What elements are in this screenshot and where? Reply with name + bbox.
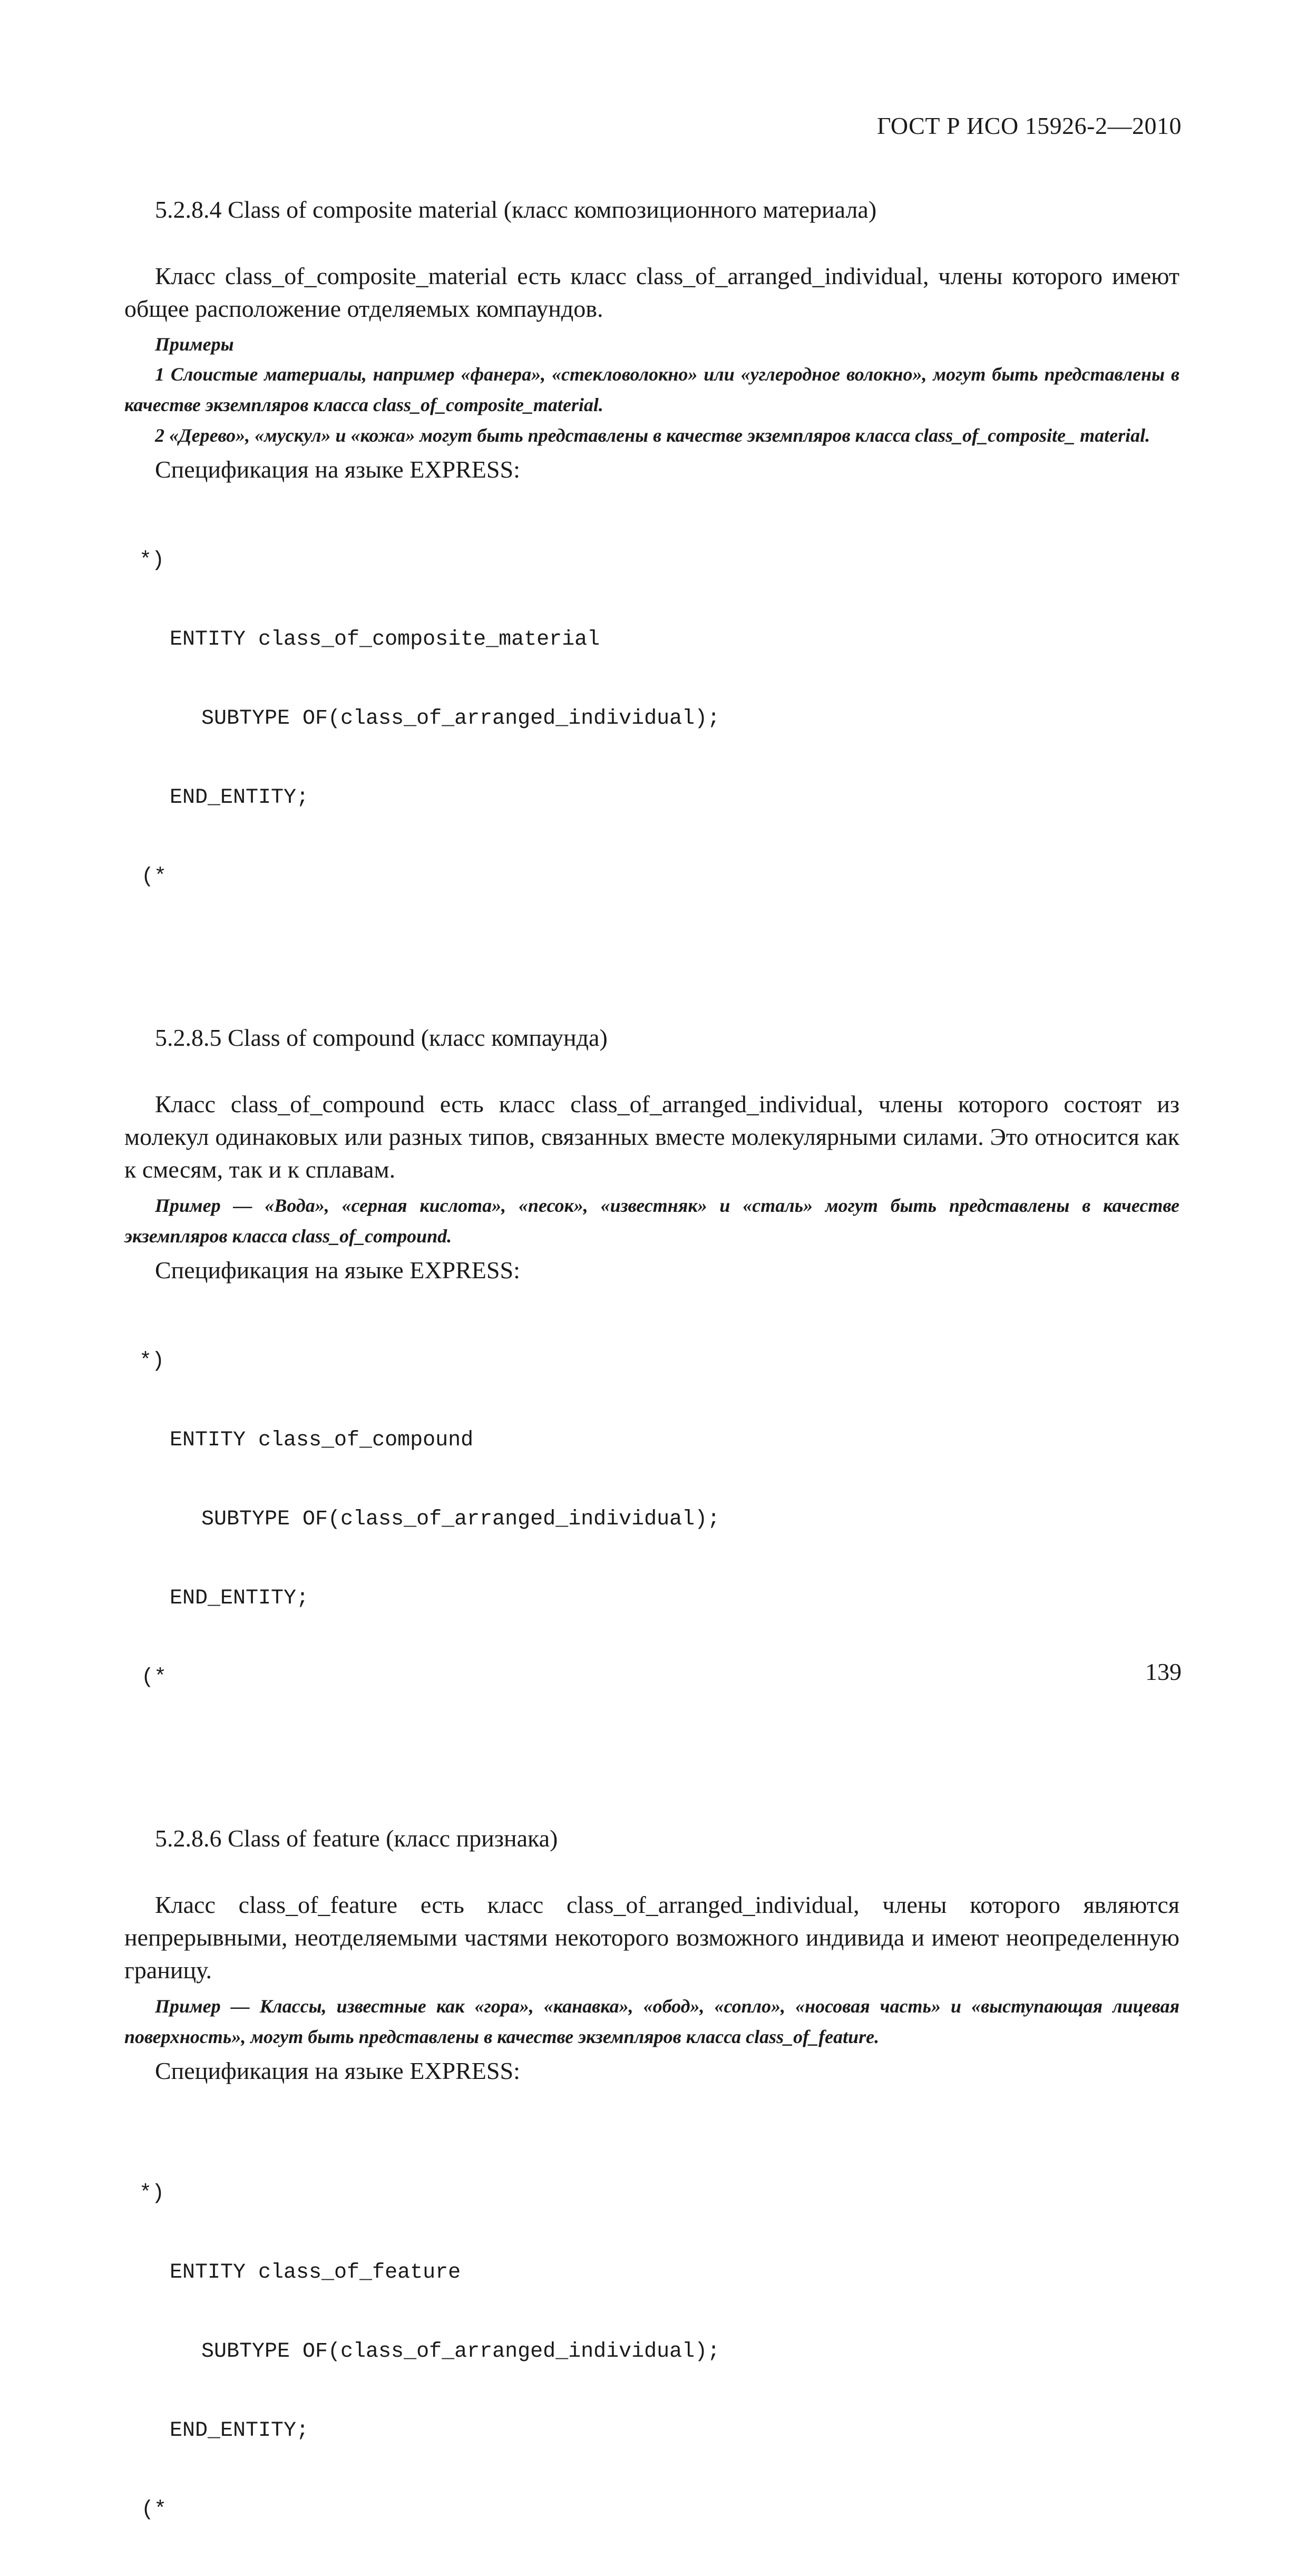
document-header: ГОСТ Р ИСО 15926-2—2010 xyxy=(876,112,1182,139)
example-note: Пример — «Вода», «серная кислота», «песок», «известняк» и «сталь» могут быть представлены в качестве экземпляров класса class_of_compound. xyxy=(124,1195,1179,1247)
section-paragraph: Класс class_of_feature есть класс class_of_arranged_individual, члены которого являются непрерывными, неотделяемыми частями некоторого возможного индивида и имеют неопределенную границу. xyxy=(124,1891,1179,1984)
code-line: ENTITY class_of_composite_material xyxy=(170,628,600,652)
section-title: 5.2.8.5 Class of compound (класс компаунда) xyxy=(155,1024,608,1051)
example-note: 2 «Дерево», «мускул» и «кожа» могут быть представлены в качестве экземпляров класса class_of_composite_ material. xyxy=(155,425,1150,446)
document-body xyxy=(124,194,1179,2576)
code-line: END_ENTITY; xyxy=(170,1587,309,1610)
code-line: *) xyxy=(139,2182,165,2205)
code-line: ENTITY class_of_feature xyxy=(170,2261,461,2285)
express-code-block xyxy=(139,495,1179,943)
code-line: SUBTYPE OF(class_of_arranged_individual); xyxy=(201,707,720,731)
code-line: *) xyxy=(139,1349,165,1373)
code-line: *) xyxy=(139,549,165,572)
express-code-block xyxy=(139,1296,1179,1744)
section-title: 5.2.8.6 Class of feature (класс признака) xyxy=(155,1825,558,1852)
section-title: 5.2.8.4 Class of composite material (класс композиционного материала) xyxy=(155,196,877,223)
code-line: ENTITY class_of_compound xyxy=(170,1428,474,1452)
code-line: (* xyxy=(141,865,167,889)
example-note: 1 Слоистые материалы, например «фанера», «стекловолокно» или «углеродное волокно», могут быть представлены в качестве экземпляров класса class_of_composite_material. xyxy=(124,364,1179,415)
code-line: END_ENTITY; xyxy=(170,786,309,810)
examples-heading: Примеры xyxy=(155,334,234,355)
code-line: SUBTYPE OF(class_of_arranged_individual); xyxy=(201,1508,720,1531)
example-note: Пример — Классы, известные как «гора», «канавка», «обод», «сопло», «носовая часть» и «выступающая лицевая поверхность», могут быть представлены в качестве экземпляров класса class_of_feature. xyxy=(124,1996,1179,2047)
section-compound xyxy=(124,1022,1179,1744)
section-paragraph: Класс class_of_composite_material есть класс class_of_arranged_individual, члены которого имеют общее расположение отделяемых компаундов. xyxy=(124,263,1179,322)
spec-label: Спецификация на языке EXPRESS: xyxy=(155,456,520,483)
express-code-block xyxy=(139,2128,1179,2576)
section-feature xyxy=(124,1823,1179,2576)
code-line: END_ENTITY; xyxy=(170,2419,309,2443)
spec-label: Спецификация на языке EXPRESS: xyxy=(155,1257,520,1284)
spec-label: Спецификация на языке EXPRESS: xyxy=(155,2057,520,2084)
code-line: SUBTYPE OF(class_of_arranged_individual); xyxy=(201,2340,720,2364)
code-line: (* xyxy=(141,1666,167,1689)
section-composite-material xyxy=(124,194,1179,943)
page-number: 139 xyxy=(1145,1658,1182,1685)
section-paragraph: Класс class_of_compound есть класс class_of_arranged_individual, члены которого состоят из молекул одинаковых или разных типов, связанных вместе молекулярными силами. Это относится как к смесям, так и к сплавам. xyxy=(124,1091,1179,1183)
code-line: (* xyxy=(141,2498,167,2522)
